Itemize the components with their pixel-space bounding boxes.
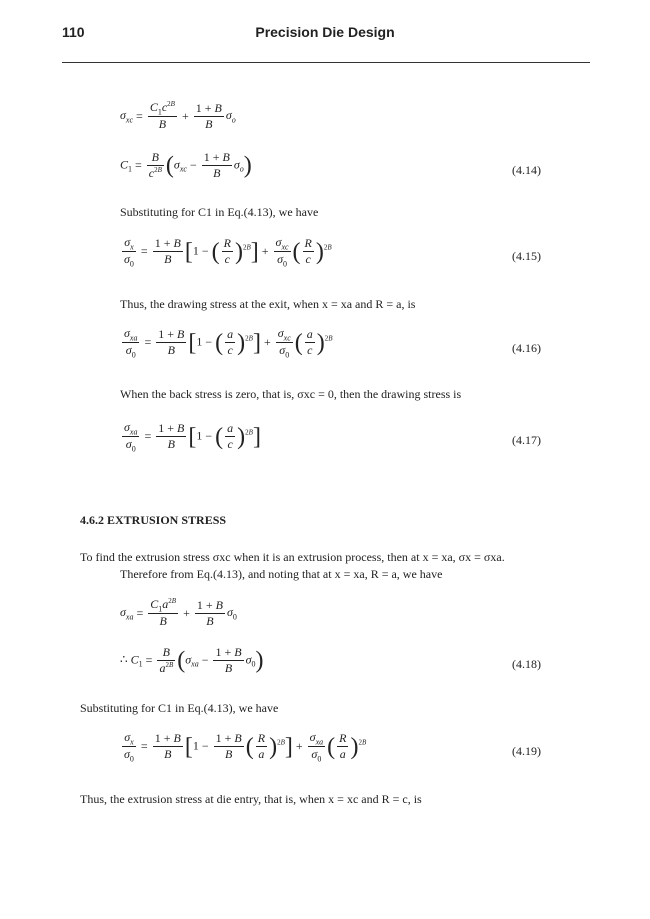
equation-number: (4.19) [512, 744, 541, 758]
equation-4-16: $\sigma_{xa}$ $\sigma_0$ = $\frac{1 + B}{B}$ [1 − ( $\frac{a}{c}$ )$^{2B}$] + $\sigma_{xc}$ $\sigma_0$ ( $\frac{a}{c}$ )$^{2B}$ [124, 326, 333, 360]
equation-4-18: ∴ $C_1$ = $\frac{B}{a^{2B}}$ ($\sigma_{xa}$ − $\frac{1 + B}{B}$ $\sigma_0$) [120, 645, 264, 675]
equation-number: (4.17) [512, 433, 541, 447]
book-title: Precision Die Design [255, 24, 395, 40]
equation-4-14: $C_1$ = $\frac{B}{c^{2B}}$ ($\sigma_{xc}$ − $\frac{1 + B}{B}$ $\sigma_o$) [120, 150, 252, 180]
equation-4-19: $\frac{\sigma_x}{\sigma_0}$ = $\frac{1 + B}{B}$ [1 − $\frac{1 + B}{B}$ ( $\frac{R}{a}$ )$^{2B}$] + $\sigma_{xa}$ $\sigma_0$ ( $\frac{R}{a}$ )$^{2B}$ [124, 730, 367, 764]
equation-number: (4.14) [512, 163, 541, 177]
equation-number: (4.16) [512, 341, 541, 355]
text-substituting-c1-b: Substituting for C1 in Eq.(4.13), we have [80, 701, 279, 715]
text-back-stress-zero: When the back stress is zero, that is, σxc = 0, then the drawing stress is [120, 387, 462, 401]
equation-4-15: $\frac{\sigma_x}{\sigma_0}$ = $\frac{1 + B}{B}$ [1 − ( $\frac{R}{c}$ )$^{2B}$] + $\sigma_{xc}$ $\sigma_0$ ( $\frac{R}{c}$ )$^{2B}$ [124, 235, 332, 269]
text-extrusion-intro-1: To find the extrusion stress σxc when it is an extrusion process, then at x = xa, σx = σxa. [80, 550, 505, 564]
header-rule [62, 62, 590, 63]
equation-number: (4.15) [512, 249, 541, 263]
text-drawing-exit: Thus, the drawing stress at the exit, when x = xa and R = a, is [120, 297, 416, 311]
equation-sigma-xc: $\sigma_{xc}$ = $\frac{C_1c^{2B}}{B}$ + $\frac{1 + B}{B}$ $\sigma_o$ [120, 100, 236, 132]
section-heading: 4.6.2 EXTRUSION STRESS [80, 513, 227, 527]
text-substituting-c1: Substituting for C1 in Eq.(4.13), we have [120, 205, 319, 219]
text-extrusion-entry: Thus, the extrusion stress at die entry, that is, when x = xc and R = c, is [80, 792, 422, 806]
equation-number: (4.18) [512, 657, 541, 671]
page-header [0, 22, 650, 48]
equation-4-17: $\sigma_{xa}$ $\sigma_0$ = $\frac{1 + B}{B}$ [1 − ( $\frac{a}{c}$ )$^{2B}$] [124, 420, 261, 454]
text-extrusion-intro-2: Therefore from Eq.(4.13), and noting that at x = xa, R = a, we have [120, 567, 443, 581]
equation-sigma-xa: $\sigma_{xa}$ = $\frac{C_1a^{2B}}{B}$ + $\frac{1 + B}{B}$ $\sigma_0$ [120, 597, 237, 629]
page-number: 110 [62, 24, 85, 40]
